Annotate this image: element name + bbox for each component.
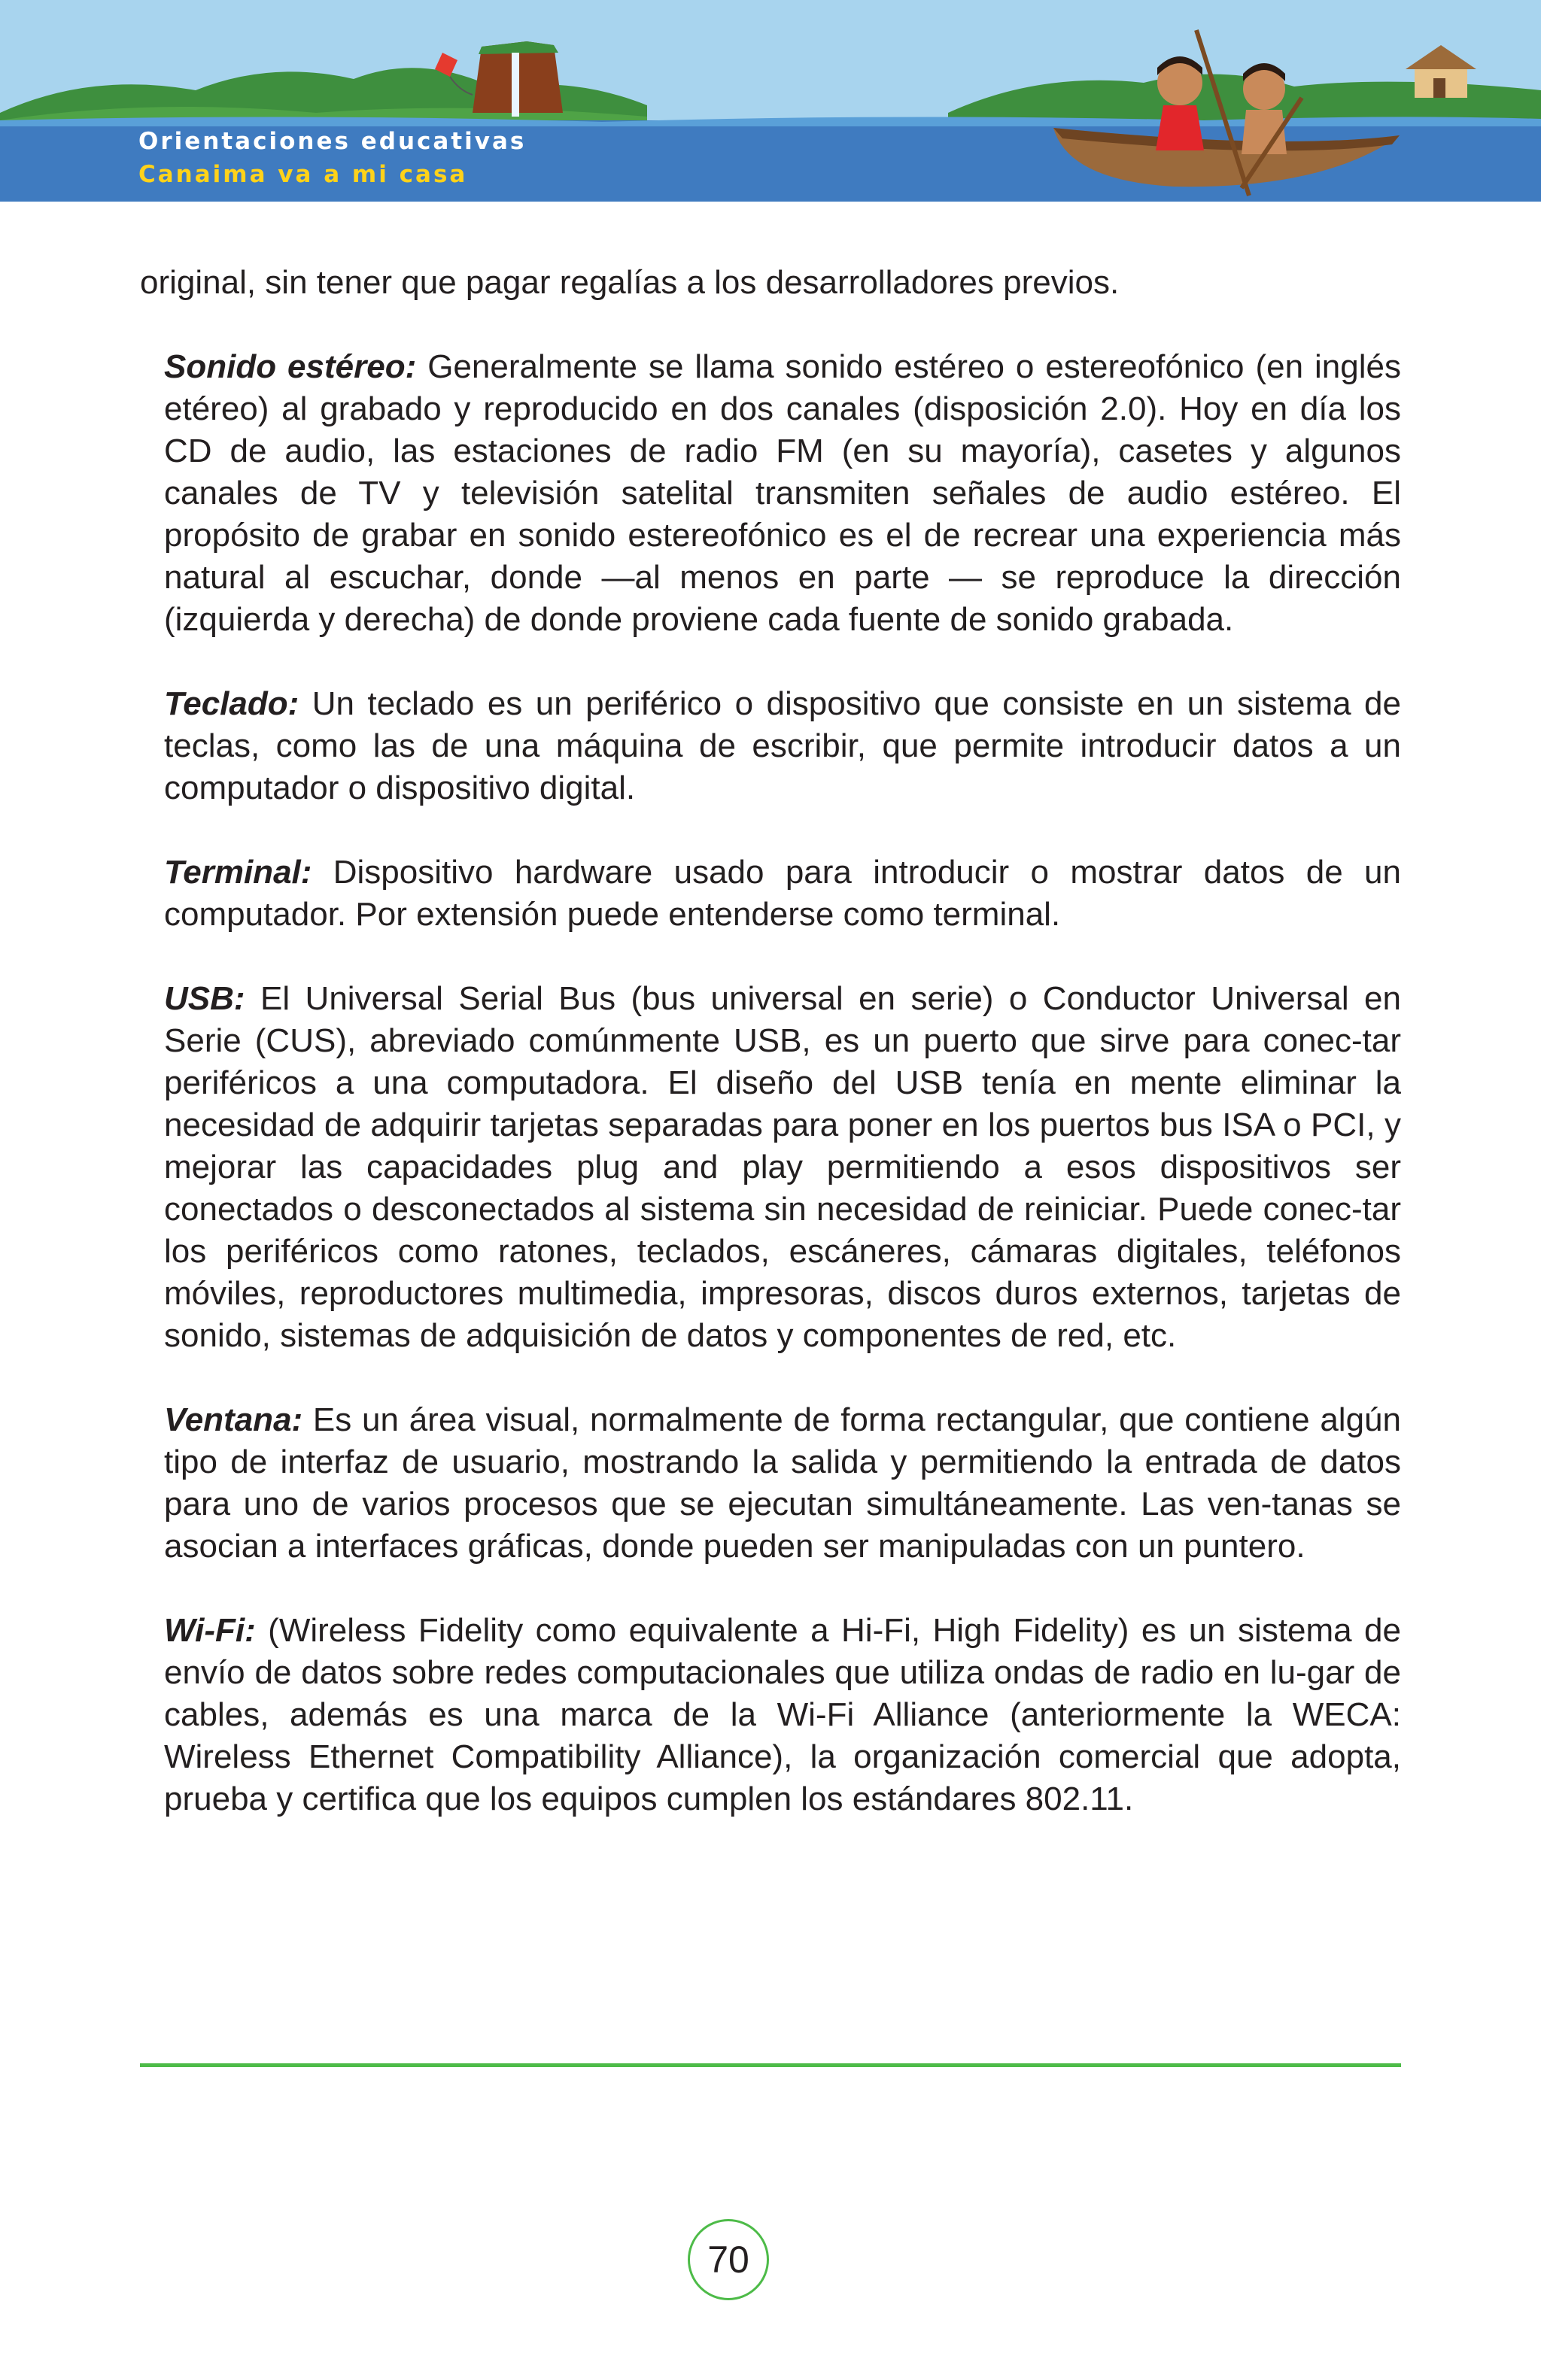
header-title: [138, 125, 526, 191]
header-banner: [0, 0, 1541, 202]
glossary-entry-ventana: [140, 1399, 1401, 1568]
glossary-entry-teclado: [140, 683, 1401, 809]
glossary-definition: Generalmente se llama sonido estéreo o estereofónico (en inglés etéreo) al grabado y reproducido en dos canales (disposición 2.0). Hoy en día los CD de audio, las estaciones de radio FM (en su mayoría), casetes y algunos canales de TV y televisión satelital transmiten señales de audio estéreo. El propósito de grabar en sonido estereofónico es el de recrear una experiencia más natural al escuchar, donde —al menos en parte — se reproduce la dirección (izquierda y derecha) de donde proviene cada fuente de sonido grabada.: [164, 348, 1401, 638]
glossary-definition: Dispositivo hardware usado para introducir o mostrar datos de un computador. Por extensión puede entenderse como terminal.: [164, 854, 1401, 933]
header-title-line2: Canaima va a mi casa: [138, 161, 468, 188]
glossary-term: Terminal:: [164, 854, 312, 891]
glossary-entry-sonido-estereo: [140, 346, 1401, 641]
paragraph-text: original, sin tener que pagar regalías a los desarrolladores previos.: [140, 264, 1120, 301]
paragraph-continuation: [140, 262, 1401, 304]
glossary-definition: (Wireless Fidelity como equivalente a Hi-Fi, High Fidelity) es un sistema de envío de datos sobre redes computacionales que utiliza ondas de radio en lu-gar de cables, además es una marca de la Wi-Fi Alliance (anteriormente la WECA: Wireless Ethernet Compatibility Alliance), la organización comercial que adopta, prueba y certifica que los equipos cumplen los estándares 802.11.: [164, 1612, 1401, 1817]
glossary-definition: Un teclado es un periférico o dispositivo que consiste en un sistema de teclas, como las de una máquina de escribir, que permite introducir datos a un computador o dispositivo digital.: [164, 685, 1401, 806]
page-number: 70: [688, 2219, 769, 2300]
glossary-entry-wifi: [140, 1610, 1401, 1820]
glossary-term: Sonido estéreo:: [164, 348, 417, 385]
glossary-term: Wi-Fi:: [164, 1612, 256, 1649]
glossary-term: Teclado:: [164, 685, 299, 722]
glossary-term: Ventana:: [164, 1401, 303, 1438]
main-text: [140, 262, 1401, 1862]
glossary-definition: El Universal Serial Bus (bus universal en serie) o Conductor Universal en Serie (CUS), abreviado comúnmente USB, es un puerto que sirve para conec-tar periféricos a una computadora. El diseño del USB tenía en mente eliminar la necesidad de adquirir tarjetas separadas para poner en los puertos bus ISA o PCI, y mejorar las capacidades plug and play permitiendo a esos dispositivos ser conectados o desconectados al sistema sin necesidad de reiniciar. Puede conec-tar los periféricos como ratones, teclados, escáneres, cámaras digitales, teléfonos móviles, reproductores multimedia, impresoras, discos duros externos, tarjetas de sonido, sistemas de adquisición de datos y componentes de red, etc.: [164, 980, 1401, 1354]
glossary-definition: Es un área visual, normalmente de forma rectangular, que contiene algún tipo de interfaz de usuario, mostrando la salida y permitiendo la entrada de datos para uno de varios procesos que se ejecutan simultáneamente. Las ven-tanas se asocian a interfaces gráficas, donde pueden ser manipuladas con un puntero.: [164, 1401, 1401, 1565]
footer-divider: [140, 2063, 1401, 2067]
glossary-entry-terminal: [140, 852, 1401, 936]
header-title-line1: Orientaciones educativas: [138, 128, 527, 155]
glossary-term: USB:: [164, 980, 245, 1017]
glossary-entry-usb: [140, 978, 1401, 1357]
